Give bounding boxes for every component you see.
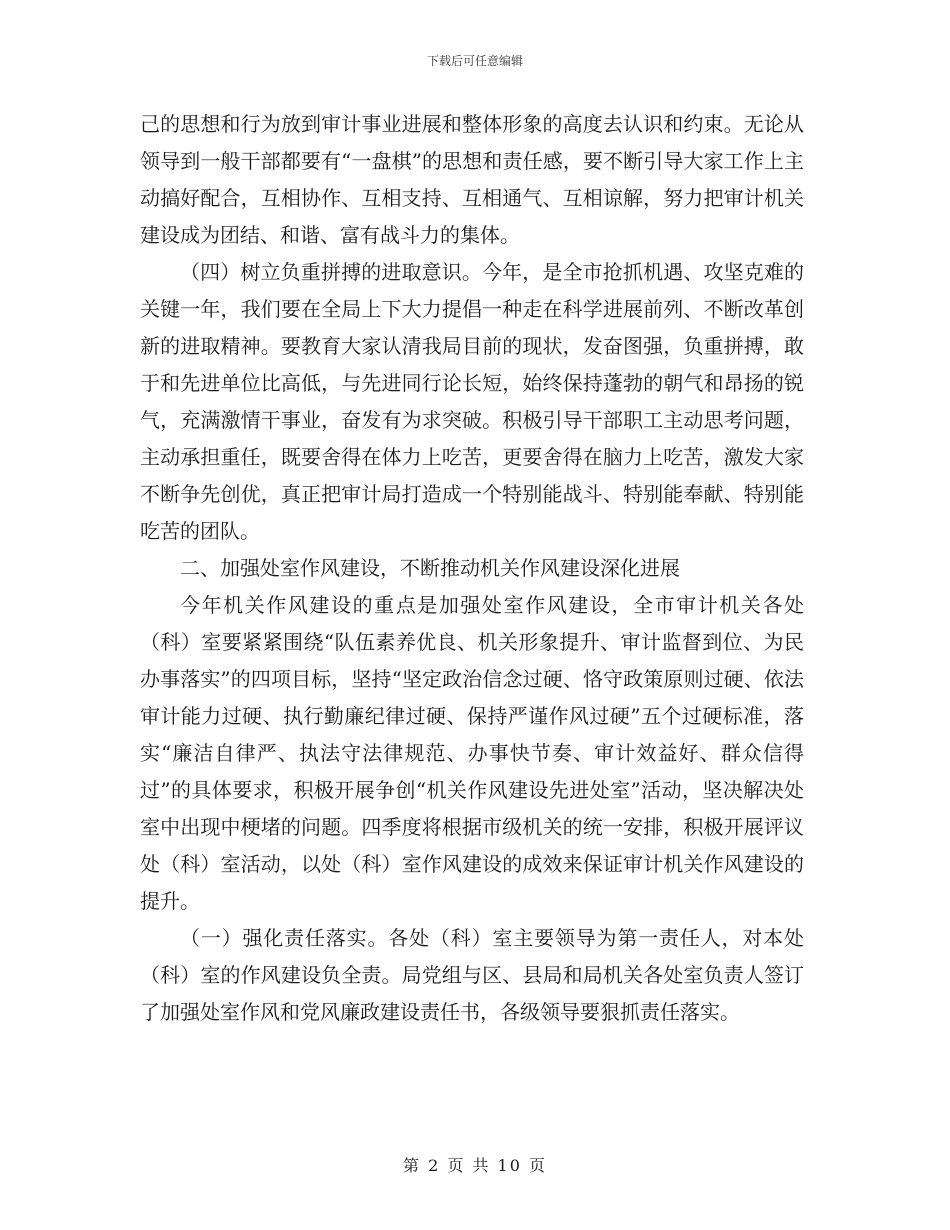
document-body bbox=[140, 106, 804, 1031]
page-header: 下载后可任意编辑 bbox=[426, 54, 523, 68]
page-footer: 第 2 页 共 10 页 bbox=[403, 1156, 547, 1175]
paragraph-subsection-1: （一）强化责任落实。各处（科）室主要领导为第一责任人，对本处（科）室的作风建设负全责。局党组与区、县局和局机关各处室负责人签订了加强处室作风和党风廉政建设责任书，各级领导要狠抓责任落实。 bbox=[140, 926, 804, 1024]
section-heading: 二、加强处室作风建设，不断推动机关作风建设深化进展 bbox=[180, 556, 680, 580]
paragraph-section-2-intro: 今年机关作风建设的重点是加强处室作风建设，全市审计机关各处（科）室要紧紧围绕“队伍素养优良、机关形象提升、审计监督到位、为民办事落实”的四项目标，坚持“坚定政治信念过硬、恪守政策原则过硬、依法审计能力过硬、执行勤廉纪律过硬、保持严谨作风过硬”五个过硬标准，落实“廉洁自律严、执法守法律规范、办事快节奏、审计效益好、群众信得过”的具体要求，积极开展争创“机关作风建设先进处室”活动，坚决解决处室中出现中梗堵的问题。四季度将根据市级机关的统一安排，积极开展评议处（科）室活动，以处（科）室作风建设的成效来保证审计机关作风建设的提升。 bbox=[140, 593, 804, 913]
paragraph-continuation: 己的思想和行为放到审计事业进展和整体形象的高度去认识和约束。无论从领导到一般干部都要有“一盘棋”的思想和责任感，要不断引导大家工作上主动搞好配合，互相协作、互相支持、互相通气、互相谅解，努力把审计机关建设成为团结、和谐、富有战斗力的集体。 bbox=[140, 112, 804, 247]
paragraph-section-4: （四）树立负重拼搏的进取意识。今年，是全市抢抓机遇、攻坚克难的关键一年，我们要在全局上下大力提倡一种走在科学进展前列、不断改革创新的进取精神。要教育大家认清我局目前的现状，发奋图强，负重拼搏，敢于和先进单位比高低，与先进同行论长短，始终保持蓬勃的朝气和昂扬的锐气，充满激情干事业，奋发有为求突破。积极引导干部职工主动思考问题，主动承担重任，既要舍得在体力上吃苦，更要舍得在脑力上吃苦，激发大家不断争先创优，真正把审计局打造成一个特别能战斗、特别能奉献、特别能吃苦的团队。 bbox=[140, 260, 804, 543]
